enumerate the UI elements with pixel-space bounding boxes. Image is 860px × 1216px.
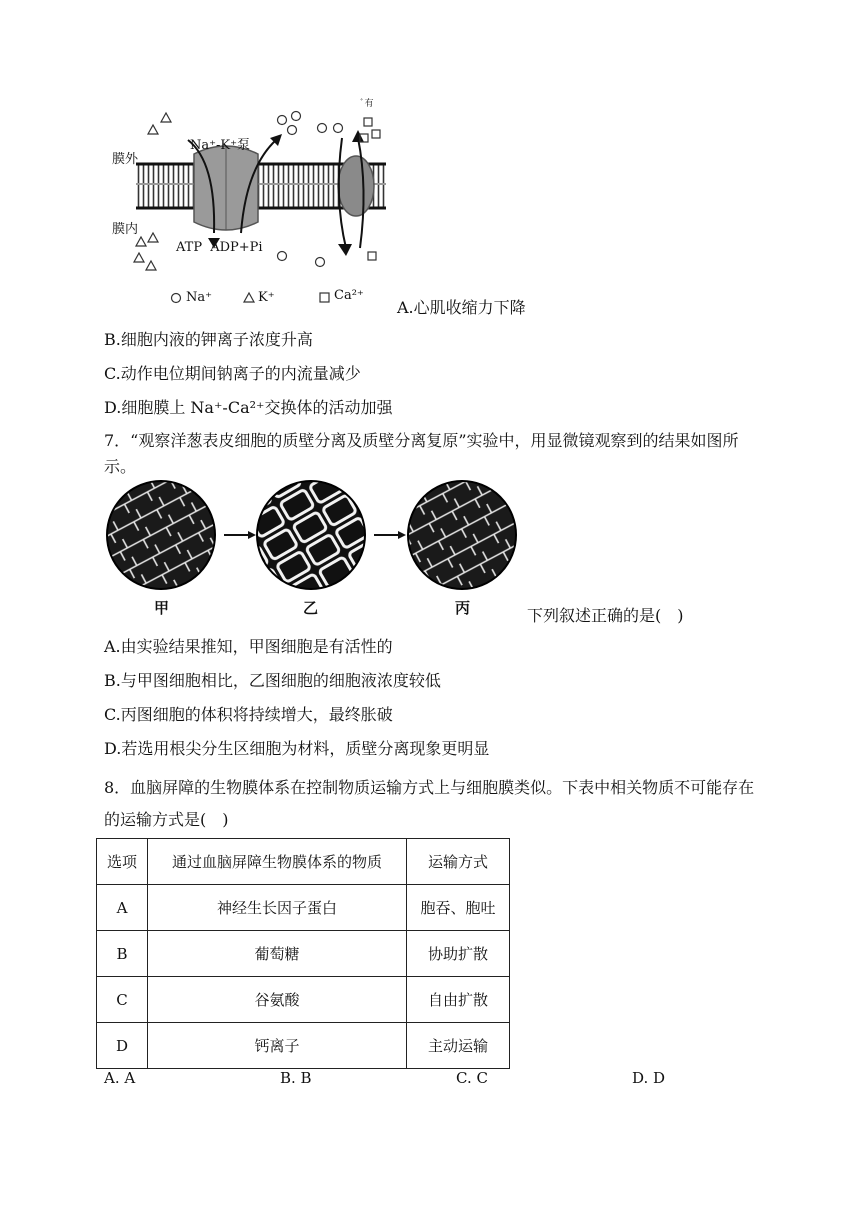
table-cell: 主动运输 [407, 1023, 510, 1069]
membrane-transport-figure [106, 98, 396, 308]
q7-stem: 7．“观察洋葱表皮细胞的质壁分离及质壁分离复原”实验中，用显微镜观察到的结果如图所示。 [104, 431, 739, 476]
table-cell: 葡萄糖 [148, 931, 407, 977]
table-row [97, 1023, 510, 1069]
q8-option-c: C. C [456, 1069, 488, 1087]
atp-label: ATP ADP+Pi [176, 240, 263, 255]
table-header-cell: 通过血脑屏障生物膜体系的物质 [148, 839, 407, 885]
table-cell: 神经生长因子蛋白 [148, 885, 407, 931]
legend-ca: Ca²⁺ [334, 288, 364, 303]
table-cell: 胞吞、胞吐 [407, 885, 510, 931]
q8-option-a: A. A [104, 1069, 136, 1087]
q6-option-c: C.动作电位期间钠离子的内流量减少 [104, 364, 361, 383]
membrane-diagram [106, 98, 396, 308]
table-header-cell: 选项 [97, 839, 148, 885]
q7-option-a: A.由实验结果推知，甲图细胞是有活性的 [104, 637, 393, 656]
corner-text: ﾞ有 [360, 99, 374, 109]
q7-option-b: B.与甲图细胞相比，乙图细胞的细胞液浓度较低 [104, 671, 441, 690]
table-cell: 谷氨酸 [148, 977, 407, 1023]
panel-label-jia: 甲 [154, 599, 170, 617]
legend-na: Na⁺ [186, 290, 212, 305]
table-cell: B [97, 931, 148, 977]
label-outside: 膜外 [112, 152, 139, 167]
q6-option-b: B.细胞内液的钾离子浓度升高 [104, 330, 313, 349]
table-cell: 钙离子 [148, 1023, 407, 1069]
microscope-panels [106, 480, 526, 590]
q8-option-b: B. B [280, 1069, 312, 1087]
table-row [97, 977, 510, 1023]
table-cell: A [97, 885, 148, 931]
q7-option-c: C.丙图细胞的体积将持续增大，最终胀破 [104, 705, 393, 724]
q7-tail: 下列叙述正确的是( ) [527, 606, 684, 625]
pump-label: Na⁺-K⁺泵 [190, 138, 250, 153]
panel-label-bing: 丙 [455, 599, 471, 617]
table-cell: 协助扩散 [407, 931, 510, 977]
microscope-figure [106, 480, 526, 590]
table-cell: C [97, 977, 148, 1023]
table-header-cell: 运输方式 [407, 839, 510, 885]
table-row [97, 931, 510, 977]
q6-option-d: D.细胞膜上 Na⁺-Ca²⁺交换体的活动加强 [104, 398, 393, 417]
panel-label-yi: 乙 [303, 599, 319, 617]
table-cell: 自由扩散 [407, 977, 510, 1023]
legend-k: K⁺ [258, 290, 275, 305]
table-cell: D [97, 1023, 148, 1069]
table-row [97, 885, 510, 931]
table-header-row [97, 839, 510, 885]
q8-stem: 8．血脑屏障的生物膜体系在控制物质运输方式上与细胞膜类似。下表中相关物质不可能存在的运输方式是( ) [104, 778, 755, 829]
label-inside: 膜内 [112, 222, 139, 237]
q7-option-d: D.若选用根尖分生区细胞为材料，质壁分离现象更明显 [104, 739, 490, 758]
transport-table [96, 838, 510, 1069]
q8-option-d: D. D [632, 1069, 666, 1087]
q6-option-a: A.心肌收缩力下降 [397, 298, 526, 317]
